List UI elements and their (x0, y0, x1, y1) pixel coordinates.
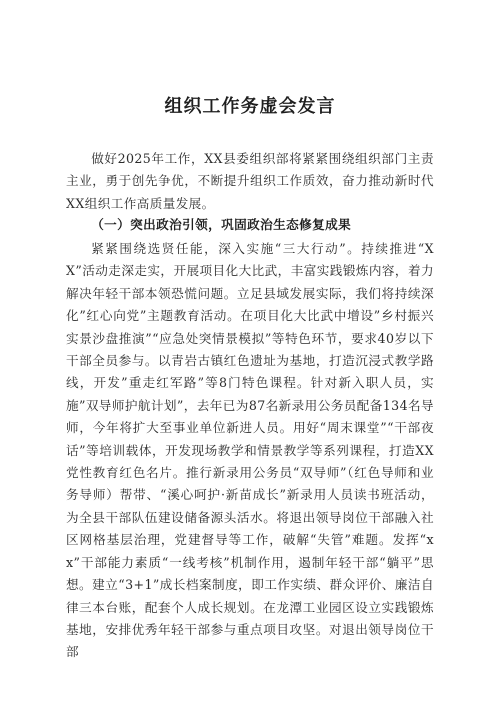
document-title: 组织工作务虚会发言 (164, 96, 336, 117)
section-heading: （一）突出政治引领，巩固政治生态修复成果 (91, 217, 352, 232)
section-body-paragraph: 紧紧围绕选贤任能，深入实施“三大行动”。持续推进“XX”活动走深走实，开展项目化大比武，丰富实践锻炼内容，着力解决年轻干部本领恐慌问题。立足县域发展实际，我们将持续深化”红心向党”主题教育活动。在项目化大比武中增设”乡村振兴实景沙盘推演”“应急处突情景模拟”等特色环节，要求40岁以下干部全员参与。以青岩古镇红色遗址为基地，打造沉浸式教学路线，开发”重走红军路”等8门特色课程。针对新入职人员，实施”双导师护航计划”，去年已为87名新录用公务员配备134名导师，今年将扩大至事业单位新进人员。用好“周末课堂”“干部夜话”等培训载体，开发现场教学和情景教学等系列课程，打造XX党性教育红色名片。推行新录用公务员“双导师”（红色导师和业务导师）帮带、“溪心呵护·新苗成长”新录用人员读书班活动，为全县干部队伍建设储备源头活水。将退出领导岗位干部融入社区网格基层治理，党建督导等工作，破解“失管”难题。发挥“xx”干部能力素质“一线考核”机制作用，遏制年轻干部“躺平”思想。建立“3+1”成长档案制度，即工作实绩、群众评价、廉洁自律三本台账，配套个人成长规划。在龙潭工业园区设立实践锻炼基地，安排优秀年轻干部参与重点项目攻坚。对退出领导岗位干部 (66, 241, 434, 660)
intro-paragraph: 做好2025年工作，XX县委组织部将紧紧围绕组织部门主责主业，勇于创先争优，不断提升组织工作质效，奋力推动新时代XX组织工作高质量发展。 (66, 151, 434, 211)
